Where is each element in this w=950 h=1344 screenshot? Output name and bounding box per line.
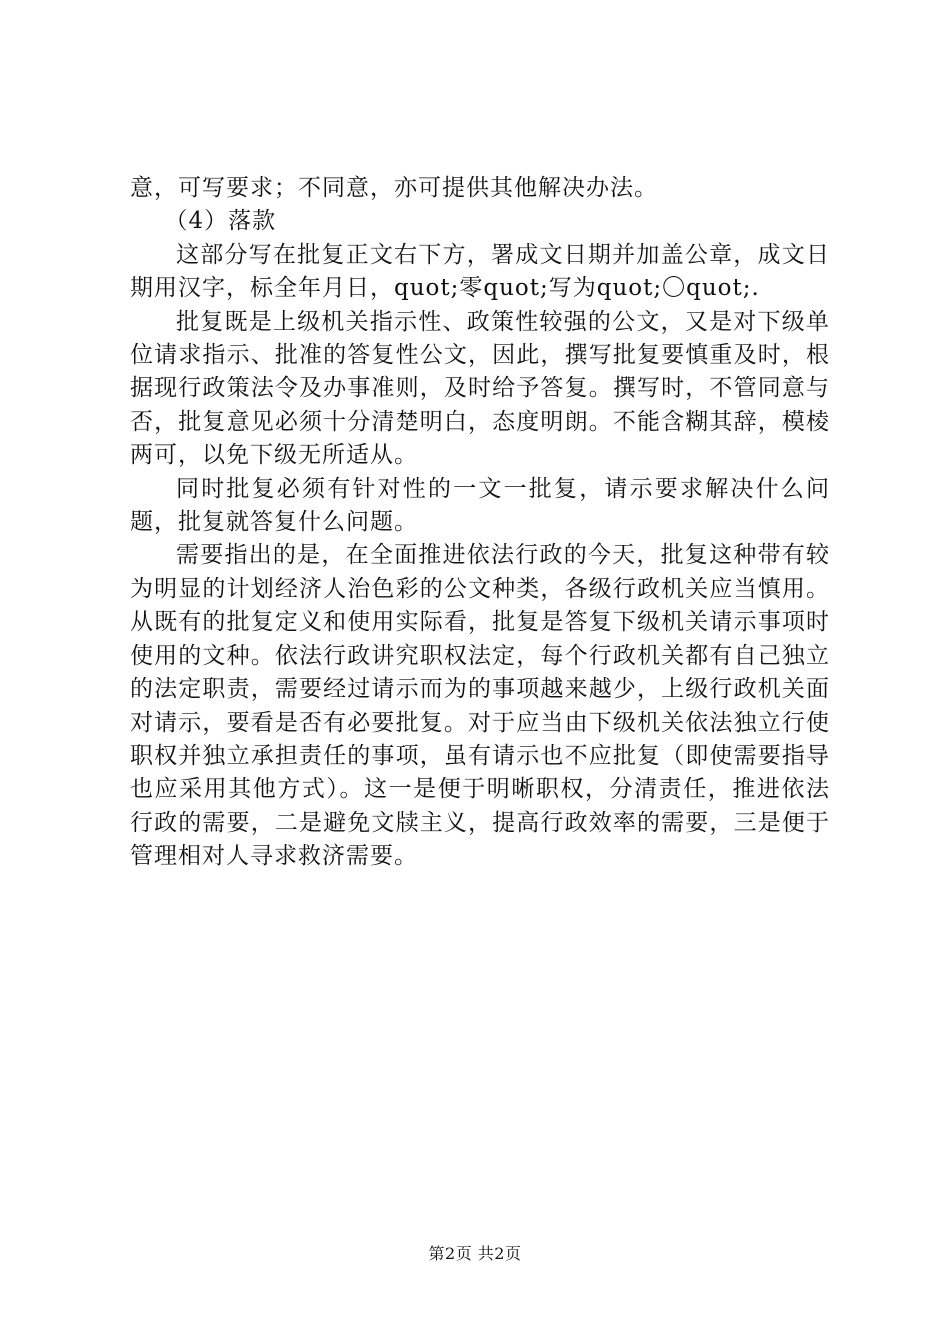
section-heading-signature: （4）落款 (164, 208, 277, 235)
paragraph-reply-requirements: 批复既是上级机关指示性、政策性较强的公文，又是对下级单位请求指示、批准的答复性公文，因此，撰写批复要慎重及时，根据现行政策法令及办事准则，及时给予答复。撰写时，不管同意与否，批复意见必须十分清楚明白，态度明朗。不能含糊其辞，模棱两可，以免下级无所适从。 (130, 308, 830, 469)
page-number-footer: 第2页 共2页 (428, 1244, 522, 1263)
paragraph-continuation: 意，可写要求；不同意，亦可提供其他解决办法。 (130, 175, 658, 201)
document-body (130, 172, 830, 874)
paragraph-signature-description: 这部分写在批复正文右下方，署成文日期并加盖公章，成文日期用汉字，标全年月日，quot;零quot;写为quot;〇quot;. (130, 241, 830, 302)
paragraph-rule-of-law: 需要指出的是，在全面推进依法行政的今天，批复这种带有较为明显的计划经济人治色彩的公文种类，各级行政机关应当慎用。从既有的批复定义和使用实际看，批复是答复下级机关请示事项时使用的文种。依法行政讲究职权法定，每个行政机关都有自己独立的法定职责，需要经过请示而为的事项越来越少，上级行政机关面对请示，要看是否有必要批复。对于应当由下级机关依法独立行使职权并独立承担责任的事项，虽有请示也不应批复（即使需要指导也应采用其他方式）。这一是便于明晰职权，分清责任，推进依法行政的需要，二是避免文牍主义，提高行政效率的需要，三是便于管理相对人寻求救济需要。 (130, 542, 830, 870)
paragraph-targeted-reply: 同时批复必须有针对性的一文一批复，请示要求解决什么问题，批复就答复什么问题。 (130, 475, 830, 536)
